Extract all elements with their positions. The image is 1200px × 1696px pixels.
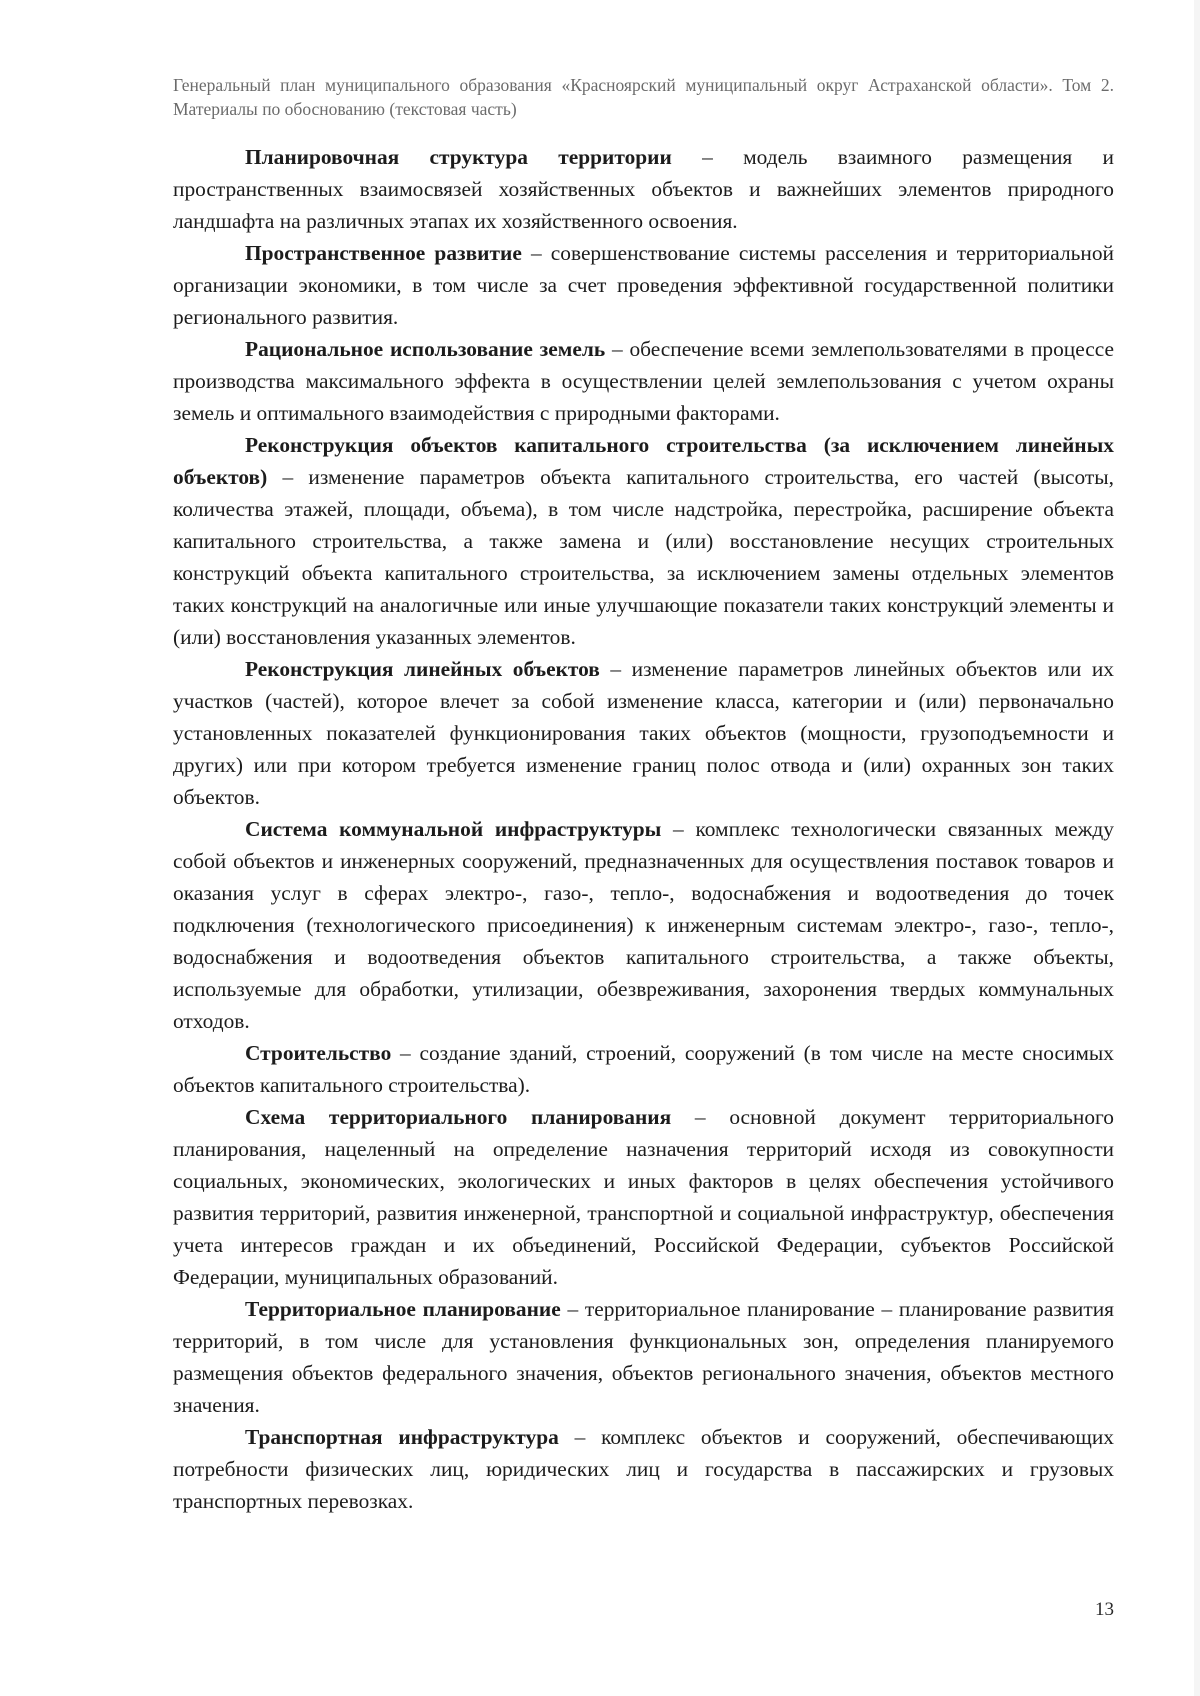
- term-definition: – совершенствование системы расселения и территориальной организации экономики, в том числе за счет проведения эффективной государственной политики регионального развития.: [173, 241, 1114, 329]
- term-entry: [173, 813, 1114, 1037]
- page-header: [173, 73, 1114, 121]
- term-title: Строительство: [245, 1041, 392, 1065]
- term-entry: [173, 1101, 1114, 1293]
- term-definition: – изменение параметров линейных объектов или их участков (частей), которое влечет за собой изменение класса, категории и (или) первоначально установленных показателей функционирования таких объектов (мощности, грузоподъемности и других) или при котором требуется изменение границ полос отвода и (или) охранных зон таких объектов.: [173, 657, 1114, 809]
- term-definition: – территориальное планирование – планирование развития территорий, в том числе для установления функциональных зон, определения планируемого размещения объектов федерального значения, объектов регионального значения, объектов местного значения.: [173, 1297, 1114, 1417]
- term-definition: – комплекс объектов и сооружений, обеспечивающих потребности физических лиц, юридических лиц и государства в пассажирских и грузовых транспортных перевозках.: [173, 1425, 1114, 1513]
- term-title: Пространственное развитие: [245, 241, 522, 265]
- term-entry: [173, 1037, 1114, 1101]
- term-title: Планировочная структура территории: [245, 145, 672, 169]
- header-text: Генеральный план муниципального образования «Красноярский муниципальный округ Астраханской области». Том 2. Материалы по обоснованию (текстовая часть): [173, 75, 1114, 119]
- term-title: Транспортная инфраструктура: [245, 1425, 559, 1449]
- page-number: 13: [1095, 1599, 1114, 1620]
- page-edge: [1194, 0, 1200, 1696]
- term-title: Реконструкция объектов капитального строительства (за исключением линейных объектов): [173, 433, 1114, 489]
- term-title: Рациональное использование земель: [245, 337, 606, 361]
- term-definition: – модель взаимного размещения и пространственных взаимосвязей хозяйственных объектов и важнейших элементов природного ландшафта на различных этапах их хозяйственного освоения.: [173, 145, 1115, 233]
- term-title: Реконструкция линейных объектов: [245, 657, 600, 681]
- term-entry: [173, 1421, 1114, 1517]
- term-entry: [173, 141, 1114, 237]
- term-definition: – обеспечение всеми землепользователями в процессе производства максимального эффекта в осуществлении целей землепользования с учетом охраны земель и оптимального взаимодействия с природными факторами.: [173, 337, 1114, 425]
- term-definition: – комплекс технологически связанных между собой объектов и инженерных сооружений, предназначенных для осуществления поставок товаров и оказания услуг в сферах электро-, газо-, тепло-, водоснабжения и водоотведения до точек подключения (технологического присоединения) к инженерным системам электро-, газо-, тепло-, водоснабжения и водоотведения объектов капитального строительства, а также объекты, используемые для обработки, утилизации, обезвреживания, захоронения твердых коммунальных отходов.: [173, 817, 1114, 1033]
- term-definition: – создание зданий, строений, сооружений (в том числе на месте сносимых объектов капитального строительства).: [173, 1041, 1114, 1097]
- term-entry: [173, 237, 1114, 333]
- term-definition: – основной документ территориального планирования, нацеленный на определение назначения территорий исходя из совокупности социальных, экономических, экологических и иных факторов в целях обеспечения устойчивого развития территорий, развития инженерной, транспортной и социальной инфраструктур, обеспечения учета интересов граждан и их объединений, Российской Федерации, субъектов Российской Федерации, муниципальных образований.: [173, 1105, 1114, 1289]
- term-entry: [173, 333, 1114, 429]
- term-definition: – изменение параметров объекта капитального строительства, его частей (высоты, количества этажей, площади, объема), в том числе надстройка, перестройка, расширение объекта капитального строительства, а также замена и (или) восстановление несущих строительных конструкций объекта капитального строительства, за исключением замены отдельных элементов таких конструкций на аналогичные или иные улучшающие показатели таких конструкций элементы и (или) восстановления указанных элементов.: [173, 465, 1114, 649]
- term-title: Схема территориального планирования: [245, 1105, 672, 1129]
- term-title: Территориальное планирование: [245, 1297, 561, 1321]
- document-body: [173, 141, 1114, 1517]
- term-entry: [173, 429, 1114, 653]
- term-title: Система коммунальной инфраструктуры: [245, 817, 662, 841]
- term-entry: [173, 653, 1114, 813]
- term-entry: [173, 1293, 1114, 1421]
